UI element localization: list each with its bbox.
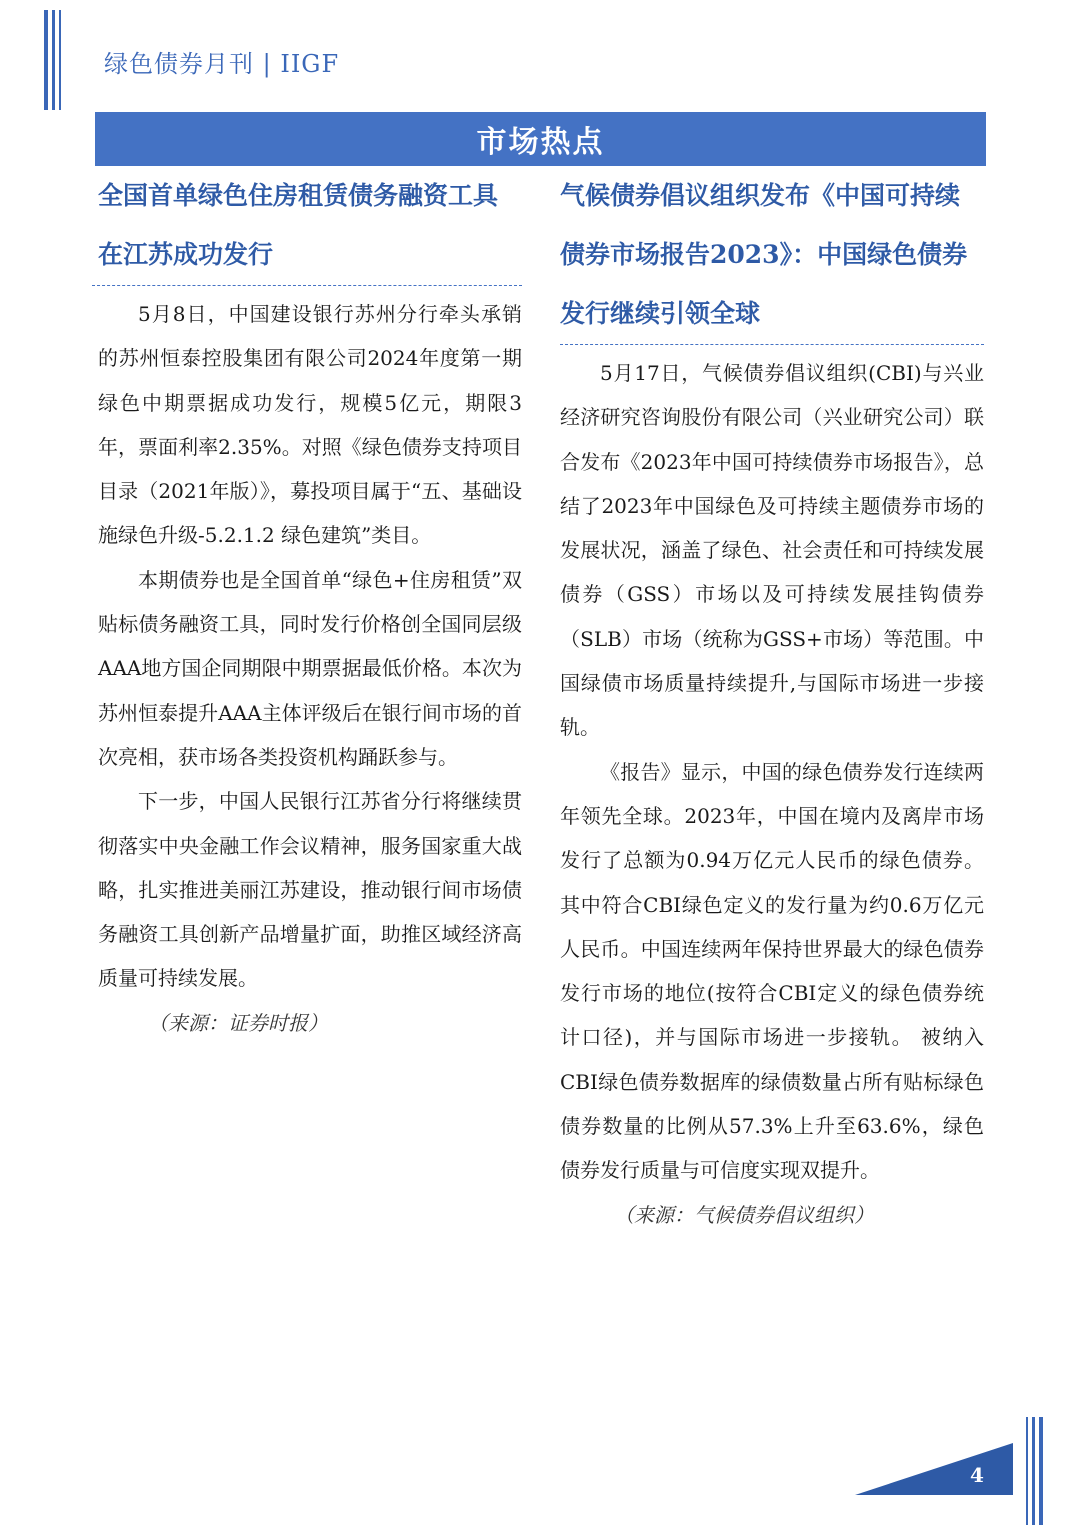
article-paragraph: 下一步，中国人民银行江苏省分行将继续贯彻落实中央金融工作会议精神，服务国家重大战略，扎实推进美丽江苏建设，推动银行间市场债务融资工具创新产品增量扩面，助推区域经济高质量可持续发展。 [98, 789, 522, 991]
article-source: （来源：证券时报） [148, 1010, 328, 1035]
deco-line [59, 10, 61, 110]
article-paragraph: 5月8日，中国建设银行苏州分行牵头承销的苏州恒泰控股集团有限公司2024年度第一期绿色中期票据成功发行，规模5亿元，期限3年，票面利率2.35%。对照《绿色债券支持项目目录（2021年版）》，募投项目属于“五、基础设施绿色升级-5.2.1.2 绿色建筑”类目。 [98, 302, 522, 548]
journal-title: 绿色债券月刊 | IIGF [104, 50, 340, 78]
footer-decorative-lines [1026, 1417, 1043, 1525]
article-paragraph: 《报告》显示，中国的绿色债券发行连续两年领先全球。2023年，中国在境内及离岸市场发行了总额为0.94万亿元人民币的绿色债券。其中符合CBI绿色定义的发行量为约0.6万亿元人民币。中国连续两年保持世界最大的绿色债券发行市场的地位(按符合CBI定义的绿色债券统计口径)，并与国际市场进一步接轨。 被纳入CBI绿色债券数据库的绿债数量占所有贴标绿色债券数量的比例从57.3%上升至63.6%，绿色债券发行质量与可信度实现双提升。 [560, 759, 984, 1183]
page-number: 4 [970, 1463, 984, 1487]
deco-line [52, 10, 55, 110]
deco-line [1032, 1417, 1035, 1525]
header-decorative-lines [44, 10, 61, 110]
left-article [98, 166, 522, 1045]
section-banner [95, 112, 986, 166]
right-article [560, 166, 984, 1237]
article-paragraph: 本期债券也是全国首单“绿色+住房租赁”双贴标债务融资工具，同时发行价格创全国同层级AAA地方国企同期限中期票据最低价格。本次为苏州恒泰提升AAA主体评级后在银行间市场的首次亮相，获市场各类投资机构踊跃参与。 [98, 567, 522, 769]
deco-line [1039, 1417, 1043, 1525]
dashed-divider [560, 344, 984, 345]
article-source: （来源：气候债券倡议组织） [614, 1202, 874, 1227]
dashed-divider [92, 285, 522, 286]
article-headline: 气候债券倡议组织发布《中国可持续债券市场报告2023》：中国绿色债券发行继续引领全球 [560, 181, 968, 328]
article-paragraph: 5月17日，气候债券倡议组织(CBI)与兴业经济研究咨询股份有限公司（兴业研究公司）联合发布《2023年中国可持续债券市场报告》，总结了2023年中国绿色及可持续主题债券市场的发展状况，涵盖了绿色、社会责任和可持续发展债券（GSS）市场以及可持续发展挂钩债券（SLB）市场（统称为GSS+市场）等范围。中国绿债市场质量持续提升,与国际市场进一步接轨。 [560, 361, 984, 740]
deco-line [1026, 1417, 1028, 1525]
deco-line [44, 10, 48, 110]
section-title: 市场热点 [476, 125, 605, 160]
article-headline: 全国首单绿色住房租赁债务融资工具在江苏成功发行 [98, 181, 499, 269]
